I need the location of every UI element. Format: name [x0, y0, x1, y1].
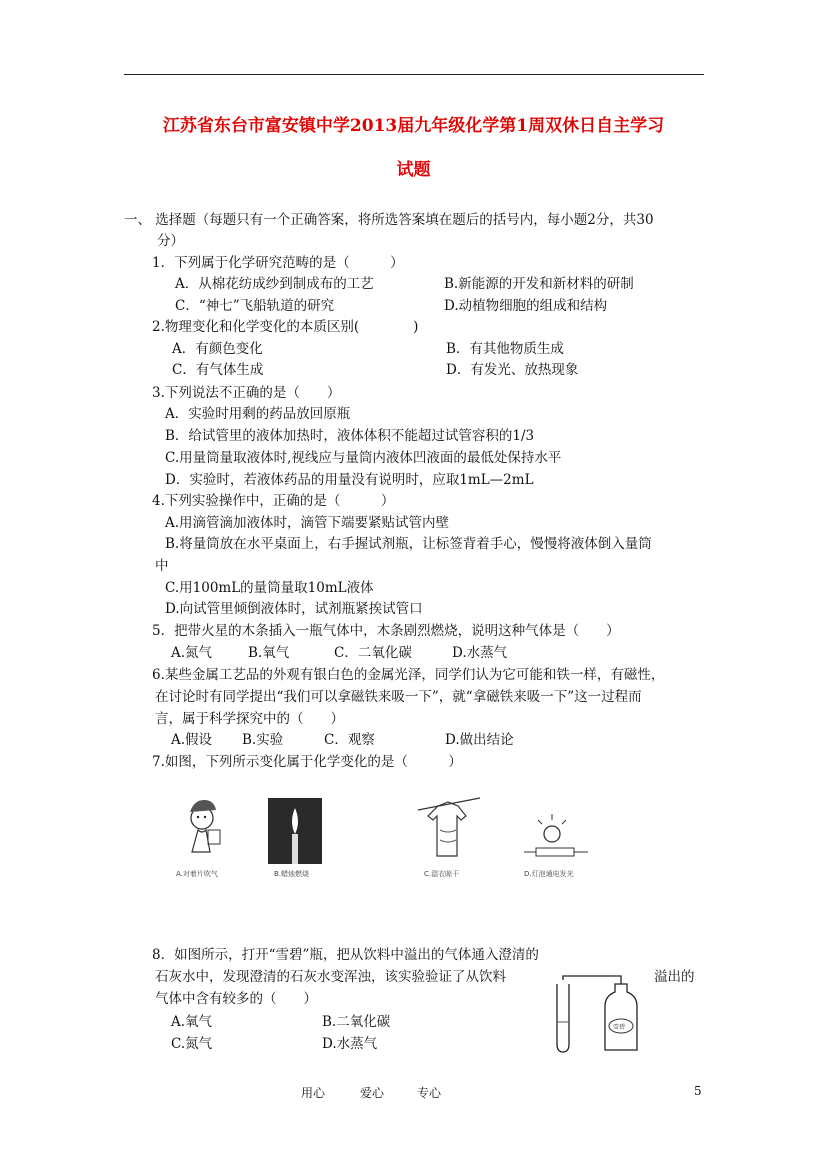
question-stem: 2.物理变化和化学变化的本质区别( ) [152, 319, 419, 335]
question-option: C.氮气 [171, 1036, 213, 1052]
header-rule [124, 74, 704, 75]
girl-blowing-image [190, 800, 220, 852]
question-stem-cont: 气体中含有较多的（ ） [155, 991, 317, 1007]
question-option: A.氧气 [171, 1014, 213, 1030]
question-option: D.动植物细胞的组成和结构 [444, 298, 608, 314]
question-stem: 8．如图所示，打开“雪碧”瓶，把从饮料中溢出的气体通入澄清的 [152, 947, 539, 963]
question-stem: 5．把带火星的木条插入一瓶气体中，木条剧烈燃烧，说明这种气体是（ ） [152, 623, 620, 639]
q7-figure [168, 790, 678, 900]
question-option: B．给试管里的液体加热时，液体体积不能超过试管容积的1/3 [165, 428, 535, 444]
question-option: B．有其他物质生成 [446, 341, 564, 357]
question-option: A．从棉花纺成纱到制成布的工艺 [175, 276, 374, 292]
question-option: C．观察 [324, 732, 375, 748]
question-option: B.二氧化碳 [322, 1014, 391, 1030]
clothes-drying-image [418, 798, 480, 856]
question-stem-cont: 在讨论时有同学提出“我们可以拿磁铁来吸一下”，就“拿磁铁来吸一下”这一过程而 [155, 689, 642, 705]
section-heading: 一、 选择题（每题只有一个正确答案，将所选答案填在题后的括号内，每小题2分，共30 [124, 212, 654, 228]
footer-item: 爱心 [360, 1086, 385, 1100]
section-heading-cont: 分） [157, 233, 184, 249]
question-option-cont: 中 [155, 558, 169, 574]
question-option: D.水蒸气 [452, 645, 508, 661]
figure-caption: B.蜡烛燃烧 [274, 870, 310, 878]
question-option: A．有颜色变化 [172, 341, 263, 357]
figure-caption: D.灯泡通电发光 [524, 870, 574, 878]
question-stem: 7.如图，下列所示变化属于化学变化的是（ ） [152, 754, 462, 770]
bottle-label: 雪碧 [613, 1024, 626, 1031]
question-stem: 1．下列属于化学研究范畴的是（ ） [152, 255, 404, 271]
question-option: D．实验时，若液体药品的用量没有说明时，应取1mL—2mL [165, 472, 534, 488]
question-stem: 6.某些金属工艺品的外观有银白色的金属光泽，同学们认为它可能和铁一样，有磁性， [152, 667, 665, 683]
question-option: C.用100mL的量筒量取10mL液体 [165, 580, 374, 596]
question-option: C．“神七”飞船轨道的研究 [175, 298, 335, 314]
footer-item: 用心 [301, 1086, 326, 1100]
question-stem-cont: 溢出的 [654, 969, 695, 985]
question-option: D.向试管里倾倒液体时，试剂瓶紧挨试管口 [165, 601, 423, 617]
question-option: C．有气体生成 [172, 362, 264, 378]
question-option: D.做出结论 [445, 732, 514, 748]
figure-caption: A.对着片吹气 [176, 870, 218, 878]
question-option: D.水蒸气 [322, 1036, 378, 1052]
question-option: A．实验时用剩的药品放回原瓶 [165, 406, 351, 422]
question-stem-cont: 石灰水中，发现澄清的石灰水变浑浊，该实验验证了从饮料 [155, 969, 506, 985]
figure-caption: C.湿衣晾干 [424, 870, 460, 878]
question-option: C.用量筒量取液体时,视线应与量筒内液体凹液面的最低处保持水平 [165, 450, 562, 466]
question-option: B.氧气 [248, 645, 290, 661]
question-option: A.用滴管滴加液体时，滴管下端要紧贴试管内壁 [165, 515, 450, 531]
document-title: 江苏省东台市富安镇中学2013届九年级化学第1周双休日自主学习 [162, 116, 665, 136]
question-option: B.新能源的开发和新材料的研制 [444, 276, 634, 292]
question-option: D．有发光、放热现象 [446, 362, 579, 378]
question-stem: 3.下列说法不正确的是（ ） [152, 385, 341, 401]
footer-item: 专心 [417, 1086, 442, 1100]
page-number: 5 [694, 1084, 702, 1098]
question-option: A.假设 [171, 732, 213, 748]
q8-apparatus-figure [545, 970, 645, 1060]
question-option: B.实验 [242, 732, 284, 748]
light-bulb-image [524, 814, 588, 856]
candle-image [268, 798, 322, 864]
question-stem-cont: 言，属于科学探究中的（ ） [155, 711, 344, 727]
document-title-cont: 试题 [396, 160, 431, 180]
question-stem: 4.下列实验操作中，正确的是（ ） [152, 493, 395, 509]
question-option: C．二氧化碳 [334, 645, 412, 661]
question-option: B.将量筒放在水平桌面上，右手握试剂瓶，让标签背着手心，慢慢将液体倒入量筒 [165, 536, 652, 552]
question-option: A.氮气 [171, 645, 213, 661]
